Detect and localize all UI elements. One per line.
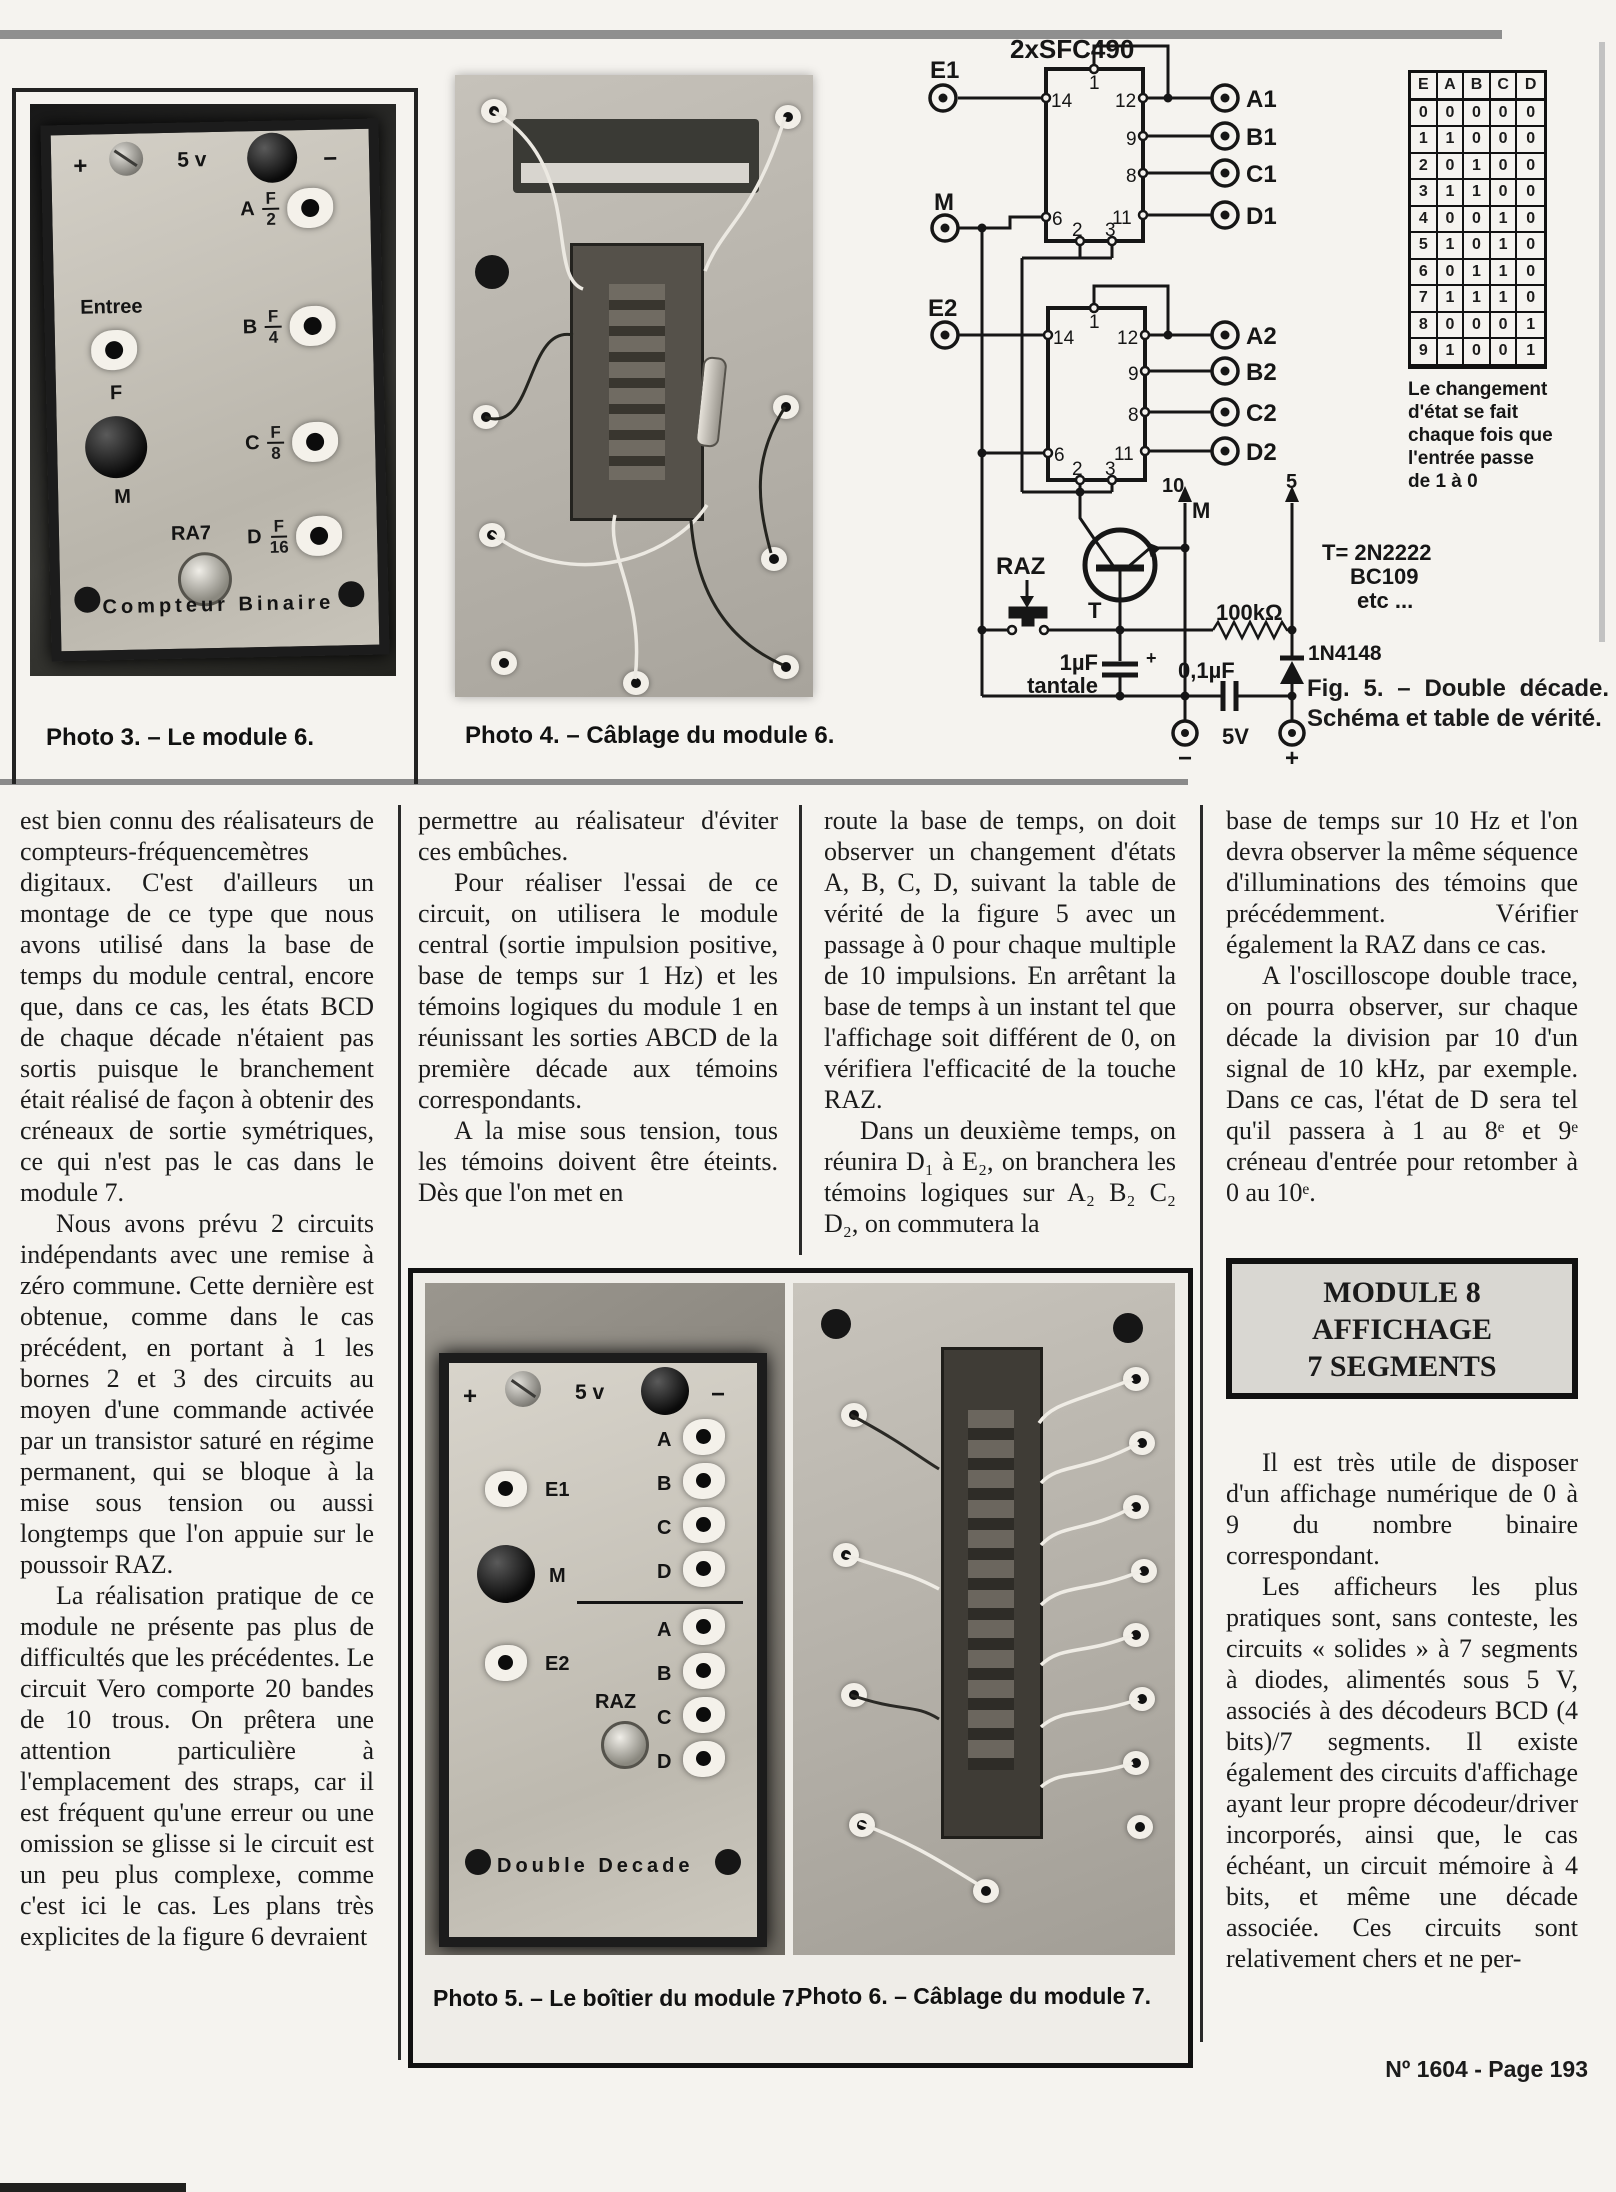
paragraph: base de temps sur 10 Hz et l'on devra observer la même séquence d'illuminations des témoins que précédemment. Vérifier également la RAZ dans ce cas.	[1226, 806, 1578, 959]
socket	[683, 1463, 725, 1499]
truth-table-cell: 0	[1517, 233, 1544, 260]
truth-table-cell: 0	[1517, 260, 1544, 287]
pin-11: 11	[1114, 444, 1134, 465]
panel-title: Compteur Binaire	[102, 591, 335, 619]
truth-table-cell: 0	[1491, 154, 1518, 181]
socket-row-d	[247, 515, 343, 557]
module8-heading-box	[1226, 1258, 1578, 1399]
photo5-caption: Photo 5. – Le boîtier du module 7.	[433, 1985, 802, 2011]
truth-table-cell: 1	[1491, 207, 1518, 234]
text-column-4	[1226, 805, 1578, 1974]
pin10-label: 10	[1162, 475, 1185, 497]
truth-table-cell: 0	[1464, 233, 1491, 260]
ra7-label: RA7	[170, 522, 212, 545]
a1-label: A1	[1246, 86, 1277, 113]
socket	[683, 1653, 725, 1689]
truth-table-cell: 0	[1464, 207, 1491, 234]
chip-label: 2xSFC490	[1010, 34, 1135, 64]
frac-den: 8	[271, 443, 281, 463]
text-column-1	[20, 805, 374, 1952]
column-rule-1	[398, 805, 401, 2060]
socket-label: B	[657, 1663, 672, 1685]
figure5-caption: Fig. 5. – Double décade. Schéma et table de vérité.	[1307, 675, 1609, 732]
truth-table-cell: 5	[1411, 233, 1438, 260]
photo6-caption: Photo 6. – Câblage du module 7.	[797, 1983, 1151, 2009]
voltage-label: 5 v	[176, 148, 207, 172]
wires	[455, 75, 813, 697]
truth-table-cell: 0	[1464, 101, 1491, 128]
e1-label: E1	[930, 57, 960, 84]
transistor-note-1: T= 2N2222	[1322, 540, 1432, 565]
c2-label: C2	[1246, 400, 1277, 427]
b1-label: B1	[1246, 124, 1277, 151]
socket-row-c	[245, 421, 339, 463]
truth-table-cell: 0	[1517, 101, 1544, 128]
truth-table-cell: 0	[1464, 339, 1491, 366]
truth-table-cell: 0	[1517, 180, 1544, 207]
photo3-frame	[12, 88, 418, 784]
module8-line3: 7 SEGMENTS	[1307, 1350, 1497, 1383]
socket-row-b	[242, 305, 336, 347]
socket	[296, 515, 343, 556]
truth-table-cell: 0	[1464, 127, 1491, 154]
pin-14: 14	[1051, 91, 1073, 112]
socket	[683, 1419, 725, 1455]
corner-screw	[74, 586, 101, 613]
column-rule-3	[1200, 805, 1203, 2042]
photo3-panel	[40, 119, 389, 662]
truth-table-cell: 1	[1491, 260, 1518, 287]
paragraph: A l'oscilloscope double trace, on pourra observer, sur chaque décade la division par 10 d'un signal de 10 kHz, par exemple. Dans ce cas, l'état de D sera tel qu'il passera à 1 au 8ᵉ et 9ᵉ créneau d'entrée pour retomber à 0 au 10ᵉ.	[1226, 961, 1578, 1207]
bottom-black-bar	[0, 2183, 186, 2192]
paragraph: permettre au réalisateur d'éviter ces embûches.	[418, 806, 778, 866]
paragraph: La réalisation pratique de ce module ne présente pas plus de difficultés que les précédentes. Le circuit Vero comporte 20 bandes de 10 trous. On prêtera une attention particulière à l'emplacement des straps, car il est fréquent qu'une erreur ou une omission se glisse si le circuit est un peu plus complexe, comme c'est ici le cas. Les plans très explicites de la figure 6 devraient	[20, 1581, 374, 1951]
photo6-image	[793, 1283, 1175, 1955]
truth-table-cell: 7	[1411, 286, 1438, 313]
f-label: F	[109, 381, 123, 405]
truth-table-cell: 0	[1517, 286, 1544, 313]
plus-terminal-label: +	[1285, 745, 1300, 772]
socket	[683, 1551, 725, 1587]
cap2-label: 0,1µF	[1178, 658, 1235, 683]
socket-letter: B	[242, 315, 258, 338]
truth-table-cell: 0	[1438, 101, 1465, 128]
wires	[793, 1283, 1175, 1955]
truth-table-cell: E	[1411, 73, 1438, 101]
truth-table-cell: 1	[1464, 286, 1491, 313]
note-line: chaque fois que	[1408, 425, 1553, 446]
cap1b-label: tantale	[1027, 673, 1098, 698]
page-number: Nº 1604 - Page 193	[1385, 2056, 1588, 2082]
socket-letter: D	[246, 525, 262, 548]
screw-icon	[505, 1371, 541, 1407]
truth-table-cell: 0	[1491, 127, 1518, 154]
socket-fraction	[267, 424, 284, 462]
socket	[683, 1507, 725, 1543]
entree-socket	[91, 330, 138, 371]
note-line: d'état se fait	[1408, 402, 1519, 423]
cap1-label: 1µF	[1059, 650, 1098, 675]
truth-table-cell: 0	[1491, 180, 1518, 207]
paragraph: Les afficheurs les plus pratiques sont, sans conteste, les circuits « solides » à 7 segments à diodes, alimentés sous 5 V, associés à des décodeurs BCD (4 bits)/7 segments. Il existe également des circuits d'affichage ayant leur propre décodeur/driver incorporés, ainsi que, le cas échéant, un circuit mémoire à 4 bits, et même une décade associée. Ces circuits sont relativement chers et ne per-	[1226, 1572, 1578, 1973]
pin-1: 1	[1089, 312, 1100, 333]
socket-label: A	[657, 1429, 672, 1451]
pin5-label: 5	[1286, 471, 1298, 493]
d2-label: D2	[1246, 439, 1277, 466]
power-knob	[247, 132, 298, 183]
note-line: de 1 à 0	[1408, 471, 1478, 492]
truth-table-cell: D	[1517, 73, 1544, 101]
frac-num: F	[270, 518, 287, 538]
truth-table-cell: 1	[1438, 339, 1465, 366]
socket	[683, 1609, 725, 1645]
socket-fraction	[265, 308, 282, 346]
socket	[683, 1741, 725, 1777]
socket	[292, 421, 339, 462]
paragraph: Dans un deuxième temps, on réunira D₁ à E₂, on branchera les témoins logiques sur A₂ B₂ C₂ D₂, on commutera la	[824, 1116, 1176, 1238]
socket-fraction	[269, 517, 289, 555]
truth-table-cell: 1	[1491, 233, 1518, 260]
frac-den: 16	[269, 537, 289, 557]
photo3-image	[30, 104, 396, 676]
socket	[287, 187, 334, 228]
truth-table-cell: 0	[1517, 154, 1544, 181]
module8-line2: AFFICHAGE	[1312, 1313, 1492, 1346]
truth-table-cell: 3	[1411, 180, 1438, 207]
truth-table-cell: 0	[1491, 313, 1518, 340]
truth-table	[1408, 70, 1547, 369]
pin-11: 11	[1112, 208, 1132, 229]
pin-6: 6	[1052, 209, 1063, 230]
truth-table-cell: 2	[1411, 154, 1438, 181]
truth-table-cell: A	[1438, 73, 1465, 101]
figure5	[860, 18, 1616, 776]
pin-9: 9	[1128, 364, 1139, 385]
screw-icon	[109, 141, 144, 176]
transistor-label: T	[1088, 598, 1102, 623]
note-line: Le changement	[1408, 379, 1548, 400]
voltage-label: 5 v	[575, 1381, 605, 1404]
pin-9: 9	[1126, 129, 1137, 150]
paragraph: Nous avons prévu 2 circuits indépendants avec une remise à zéro commune. Cette dernière est obtenue, comme dans le cas précédent, en portant à 1 les bornes 2 et 3 des circuits au moyen d'une commande activée par un transistor saturé en régime permanent, qui se bloque à la mise sous tension ou aussi longtemps que l'on appuie sur le poussoir RAZ.	[20, 1209, 374, 1579]
truth-table-cell: 0	[1517, 207, 1544, 234]
frac-num: F	[267, 424, 284, 444]
truth-table-cell: 6	[1411, 260, 1438, 287]
note-line: l'entrée passe	[1408, 448, 1534, 469]
m-label: M	[934, 189, 954, 216]
photo5-image	[425, 1283, 785, 1955]
socket-fraction	[262, 190, 279, 228]
cap1-plus: +	[1146, 648, 1157, 668]
truth-table-cell: 1	[1517, 339, 1544, 366]
truth-table-cell: 1	[1438, 233, 1465, 260]
corner-screw	[715, 1849, 741, 1875]
truth-table-cell: 1	[1464, 154, 1491, 181]
socket	[683, 1697, 725, 1733]
truth-table-cell: B	[1464, 73, 1491, 101]
truth-table-cell: 4	[1411, 207, 1438, 234]
socket	[289, 305, 336, 346]
truth-table-cell: 1	[1438, 286, 1465, 313]
paragraph: A la mise sous tension, tous les témoins doivent être éteints. Dès que l'on met en	[418, 1116, 778, 1207]
transistor-note-3: etc ...	[1357, 588, 1414, 613]
diode-label: 1N4148	[1308, 642, 1382, 665]
plus-label: +	[73, 152, 88, 180]
socket-label: D	[657, 1751, 672, 1773]
pin-12: 12	[1115, 91, 1137, 112]
truth-table-cell: 0	[1517, 127, 1544, 154]
truth-table-note	[1408, 378, 1588, 493]
truth-table-cell: 1	[1411, 127, 1438, 154]
raz-button	[601, 1721, 649, 1769]
pin-3: 3	[1105, 220, 1116, 241]
e1-label: E1	[545, 1479, 570, 1501]
m-label: M	[549, 1565, 566, 1587]
truth-table-cell: 1	[1491, 286, 1518, 313]
raz-label: RAZ	[996, 553, 1046, 580]
photo4-image	[455, 75, 813, 697]
e2-label: E2	[928, 295, 958, 322]
minus-label: −	[322, 145, 338, 173]
truth-table-cell: 0	[1411, 101, 1438, 128]
pin-8: 8	[1128, 405, 1139, 426]
e2-socket	[485, 1645, 527, 1681]
minus-terminal-label: −	[1178, 745, 1193, 772]
m-arrow-label: M	[1192, 498, 1211, 523]
m-knob	[477, 1545, 535, 1603]
paragraph: route la base de temps, on doit observer un changement d'états A, B, C, D, suivant la table de vérité de la figure 5 avec un passage à 0 pour chaque multiple de 10 impulsions. En arrêtant la base de temps à un instant tel que l'affichage soit différent de 0, on vérifiera l'efficacité de la touche RAZ.	[824, 806, 1176, 1114]
raz-label: RAZ	[595, 1691, 637, 1713]
pin-14: 14	[1053, 328, 1075, 349]
socket-label: A	[657, 1619, 672, 1641]
pin-6: 6	[1054, 445, 1065, 466]
corner-screw	[338, 581, 365, 608]
e1-socket	[485, 1471, 527, 1507]
minus-label: −	[711, 1381, 726, 1408]
frac-den: 4	[268, 327, 279, 347]
module8-line1: MODULE 8	[1323, 1276, 1481, 1309]
pin-1: 1	[1089, 73, 1100, 94]
socket-letter: A	[239, 197, 255, 220]
truth-table-cell: 9	[1411, 339, 1438, 366]
truth-table-cell: 1	[1464, 260, 1491, 287]
socket-label: B	[657, 1473, 672, 1495]
truth-table-cell: 1	[1438, 180, 1465, 207]
photo56-frame	[408, 1268, 1193, 2068]
resistor-label: 100kΩ	[1216, 600, 1283, 625]
truth-table-cell: 0	[1438, 207, 1465, 234]
e2-label: E2	[545, 1653, 570, 1675]
b2-label: B2	[1246, 359, 1277, 386]
text-column-2	[418, 805, 778, 1208]
frac-num: F	[262, 190, 279, 210]
d1-label: D1	[1246, 203, 1277, 230]
entree-label: Entree	[80, 295, 143, 319]
frac-num: F	[265, 308, 282, 328]
truth-table-cell: C	[1491, 73, 1518, 101]
m-label: M	[113, 485, 132, 509]
paragraph: est bien connu des réalisateurs de compteurs-fréquencemètres digitaux. C'est d'ailleurs un montage de ce type que nous avons utilisé dans la base de temps du module central, encore que, dans ce cas, les états BCD de chaque décade n'étaient pas sortis puisque le branchement était réalisé de façon à obtenir des créneaux de sortie symétriques, ce qui n'est pas le cas dans le module 7.	[20, 806, 374, 1207]
pin-2: 2	[1072, 220, 1083, 241]
truth-table-cell: 1	[1438, 127, 1465, 154]
socket-label: C	[657, 1707, 672, 1729]
socket-row-a	[240, 187, 334, 229]
supply-label: 5V	[1222, 724, 1249, 749]
m-knob	[85, 415, 148, 478]
pin-8: 8	[1126, 166, 1137, 187]
pin-3: 3	[1105, 459, 1116, 480]
truth-table-cell: 0	[1438, 154, 1465, 181]
plus-label: +	[463, 1383, 478, 1410]
socket-label: D	[657, 1561, 672, 1583]
column-rule-2	[799, 805, 802, 1255]
truth-table-cell: 8	[1411, 313, 1438, 340]
frac-den: 2	[266, 209, 277, 229]
a2-label: A2	[1246, 323, 1277, 350]
socket-letter: C	[244, 431, 260, 454]
pin-12: 12	[1117, 328, 1139, 349]
panel-title: Double Decade	[497, 1855, 694, 1877]
corner-screw	[465, 1849, 491, 1875]
socket-label: C	[657, 1517, 672, 1539]
text-column-3	[824, 805, 1176, 1239]
photo4-caption: Photo 4. – Câblage du module 6.	[465, 722, 835, 749]
transistor-note-2: BC109	[1350, 564, 1419, 589]
c1-label: C1	[1246, 161, 1277, 188]
truth-table-cell: 0	[1438, 313, 1465, 340]
panel-divider	[577, 1601, 743, 1604]
paragraph: Il est très utile de disposer d'un affichage numérique de 0 à 9 du nombre binaire correspondant.	[1226, 1448, 1578, 1570]
truth-table-cell: 0	[1438, 260, 1465, 287]
pin-2: 2	[1072, 459, 1083, 480]
truth-table-cell: 0	[1491, 339, 1518, 366]
truth-table-cell: 1	[1517, 313, 1544, 340]
photo5-panel	[439, 1353, 767, 1947]
photo3-caption: Photo 3. – Le module 6.	[46, 724, 315, 751]
truth-table-cell: 0	[1464, 313, 1491, 340]
truth-table-cell: 0	[1491, 101, 1518, 128]
paragraph: Pour réaliser l'essai de ce circuit, on utilisera le module central (sortie impulsion positive, base de temps sur 1 Hz) et les témoins logiques du module 1 en réunissant les sorties ABCD de la première décade aux témoins correspondants.	[418, 868, 778, 1114]
power-knob	[641, 1367, 689, 1415]
truth-table-cell: 1	[1464, 180, 1491, 207]
